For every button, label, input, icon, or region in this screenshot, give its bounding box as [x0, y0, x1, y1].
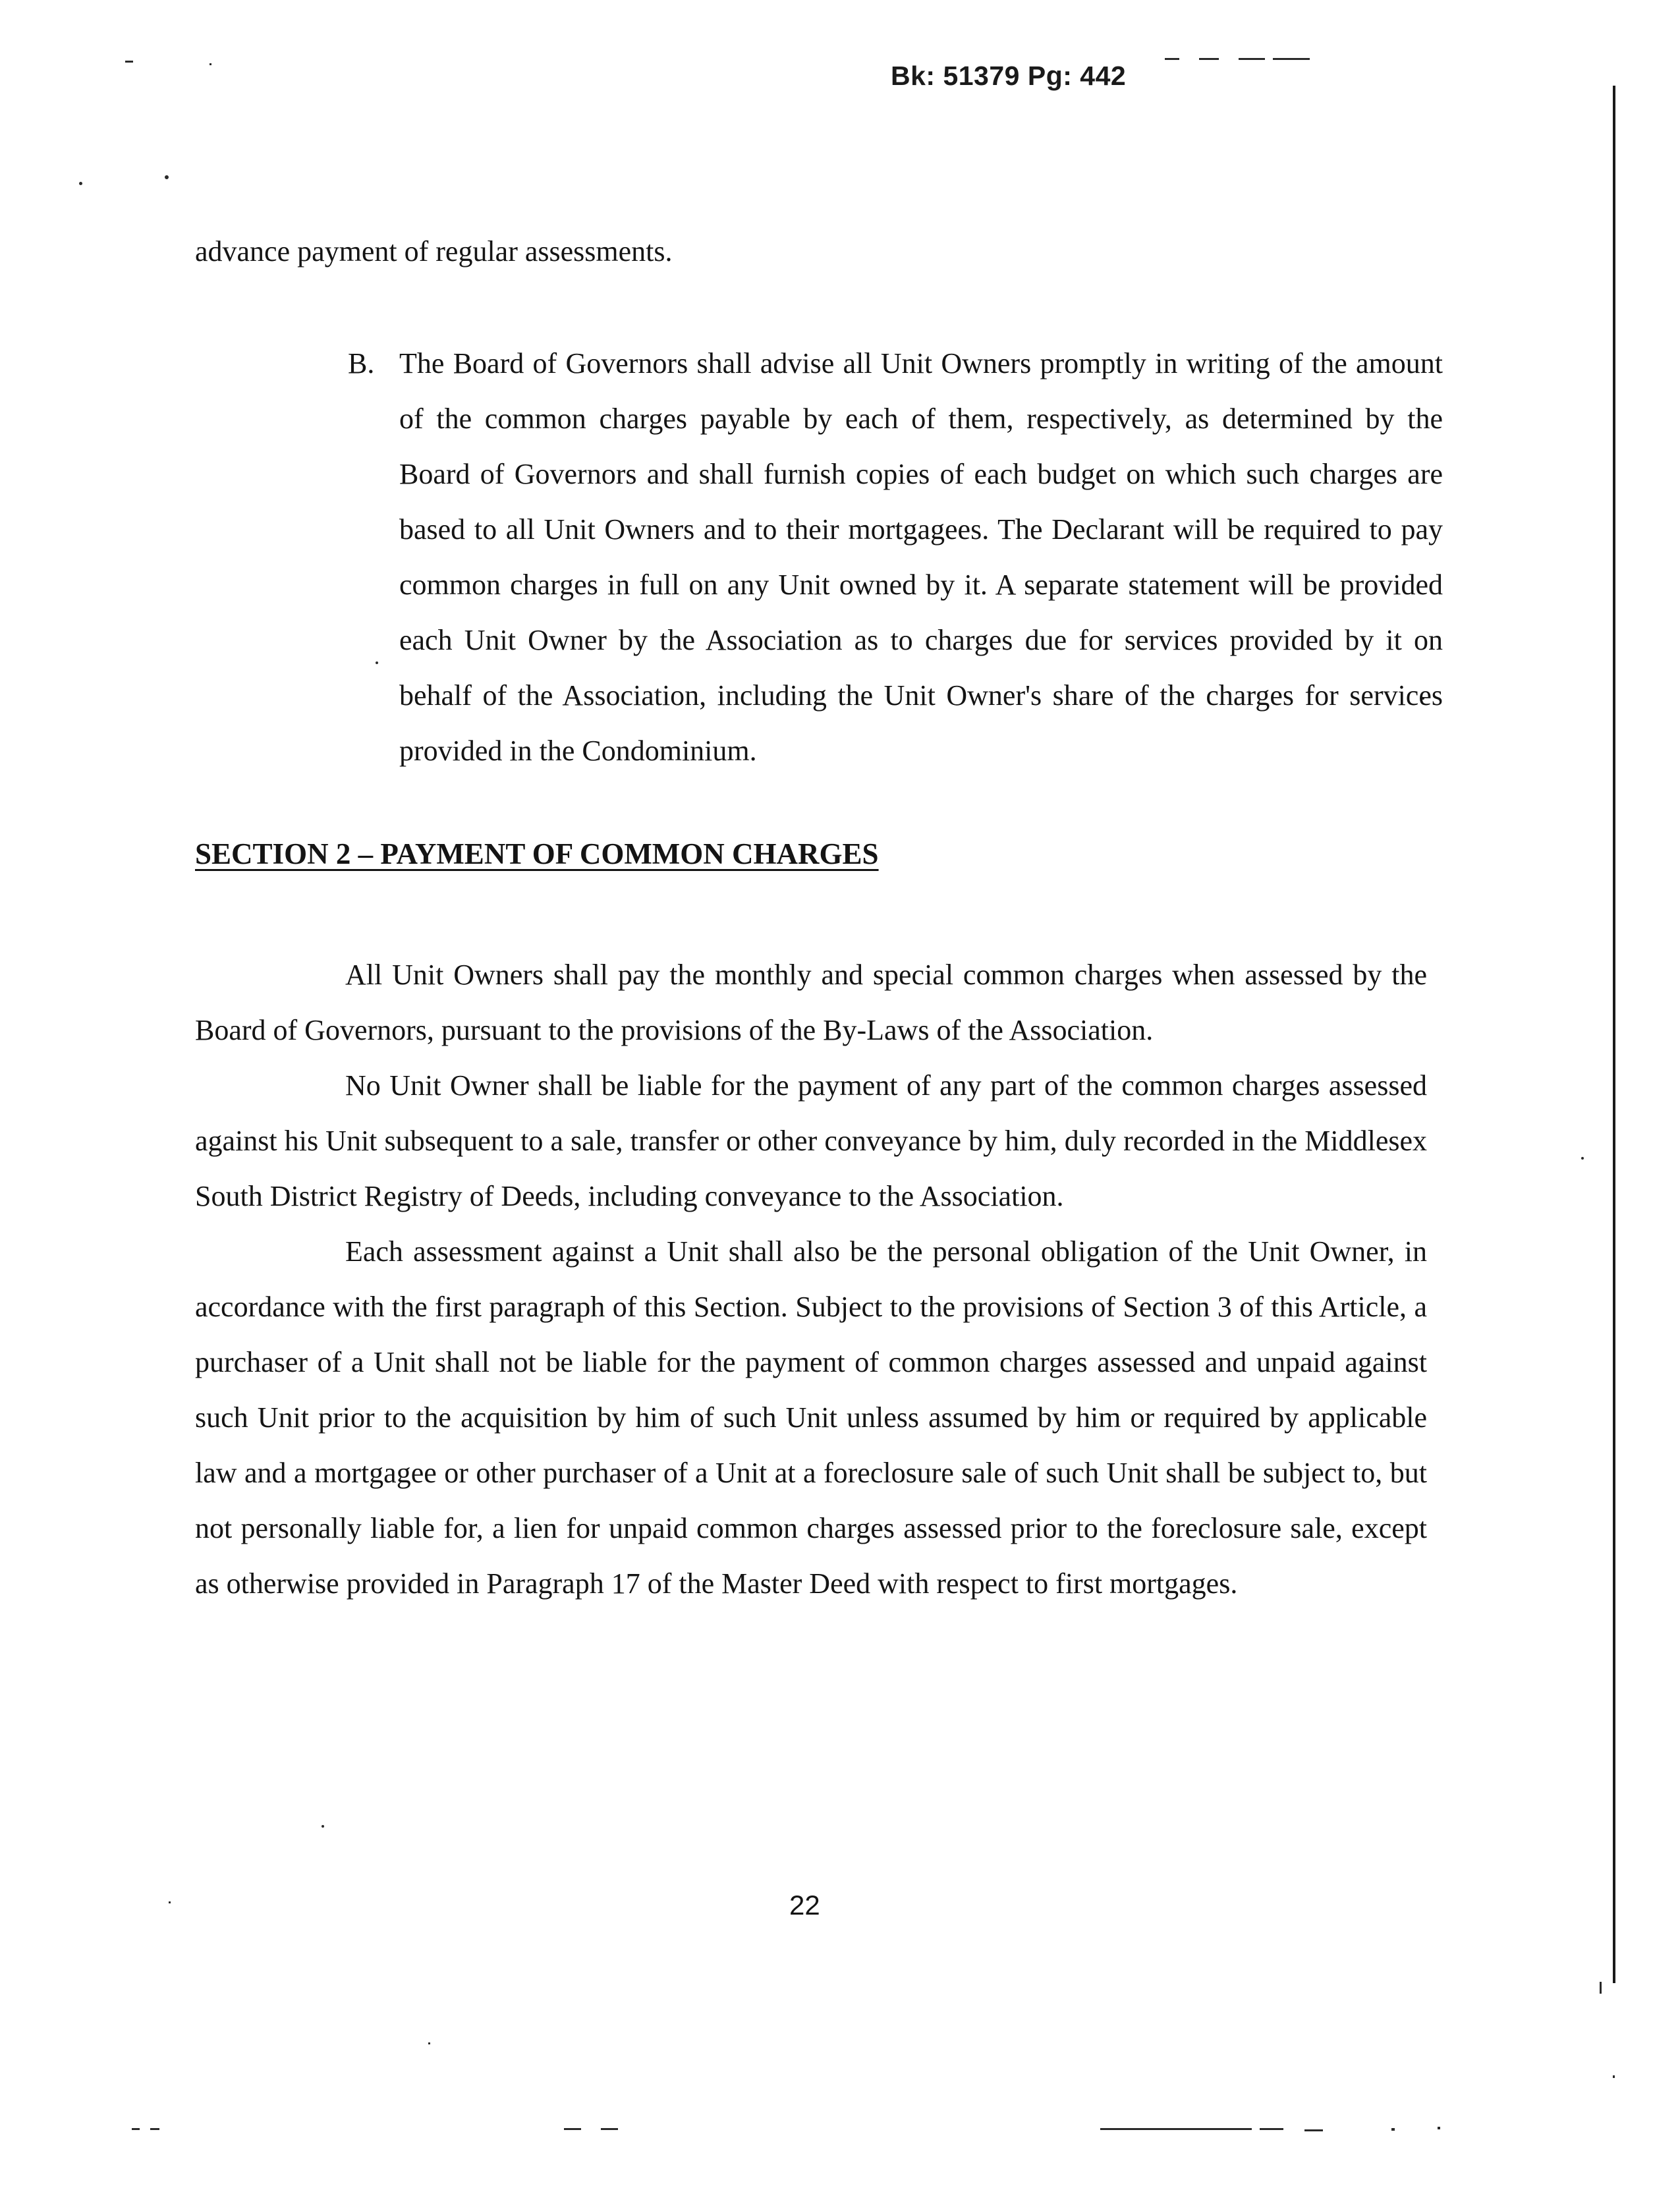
scan-speck — [1391, 2128, 1395, 2131]
list-marker: B. — [348, 347, 375, 379]
scan-dash — [132, 2128, 140, 2130]
scan-speck — [322, 1825, 324, 1828]
scan-dash — [601, 2128, 618, 2130]
scan-speck — [1613, 2075, 1615, 2078]
scan-dash — [1304, 2129, 1323, 2131]
scan-speck — [1581, 1157, 1584, 1160]
section-body — [195, 947, 1427, 1612]
scan-speck — [376, 661, 378, 664]
scan-dash — [1165, 58, 1179, 60]
book-page-stamp: Bk: 51379 Pg: 442 — [891, 61, 1127, 91]
scan-dash — [1273, 58, 1310, 60]
list-item-text: The Board of Governors shall advise all Unit Owners promptly in writing of the amount of the common charges payable by each of them, respectively, as determined by the Board of Governors and shall furnish copies of each budget on which such charges are based to all Unit Owners and to their mortgagees. The Declarant will be required to pay common charges in full on any Unit owned by it. A separate statement will be provided each Unit Owner by the Association as to charges due for services provided by it on behalf of the Association, including the Unit Owner's share of the charges for services provided in the Condominium. — [399, 347, 1443, 767]
scan-dash — [1199, 58, 1219, 60]
paragraph: All Unit Owners shall pay the monthly and special common charges when assessed by the Board of Governors, pursuant to the provisions of the By-Laws of the Association. — [195, 959, 1427, 1046]
paragraph: Each assessment against a Unit shall also be the personal obligation of the Unit Owner, in accordance with the first paragraph of this Section. Subject to the provisions of Section 3 of this Article, a purchaser of a Unit shall not be liable for the payment of common charges assessed and unpaid against such Unit prior to the acquisition by him of such Unit unless assumed by him or required by applicable law and a mortgagee or other purchaser of a Unit at a foreclosure sale of such Unit shall be subject to, but not personally liable for, a lien for unpaid common charges assessed prior to the foreclosure sale, except as otherwise provided in Paragraph 17 of the Master Deed with respect to first mortgages. — [195, 1235, 1427, 1600]
section-heading: SECTION 2 – PAYMENT OF COMMON CHARGES — [195, 837, 879, 870]
scan-dash — [150, 2128, 159, 2130]
scan-speck — [125, 61, 133, 63]
scan-rule — [1100, 2128, 1252, 2130]
scan-dash — [564, 2128, 581, 2130]
scan-speck — [169, 1901, 171, 1903]
scan-speck — [79, 182, 82, 185]
scan-dash — [1239, 58, 1265, 60]
scan-speck — [1438, 2127, 1440, 2129]
scan-speck — [1600, 1982, 1602, 1994]
continuation-text: advance payment of regular assessments. — [195, 235, 673, 267]
scan-edge-line — [1613, 86, 1615, 1983]
scan-speck — [210, 63, 211, 65]
paragraph: No Unit Owner shall be liable for the payment of any part of the common charges assessed against his Unit subsequent to a sale, transfer or other conveyance by him, duly recorded in the Middlesex South District Registry of Deeds, including conveyance to the Association. — [195, 1069, 1427, 1212]
page-number: 22 — [789, 1890, 820, 1921]
scan-speck — [165, 175, 169, 179]
scan-speck — [428, 2042, 430, 2044]
scan-dash — [1260, 2128, 1283, 2130]
